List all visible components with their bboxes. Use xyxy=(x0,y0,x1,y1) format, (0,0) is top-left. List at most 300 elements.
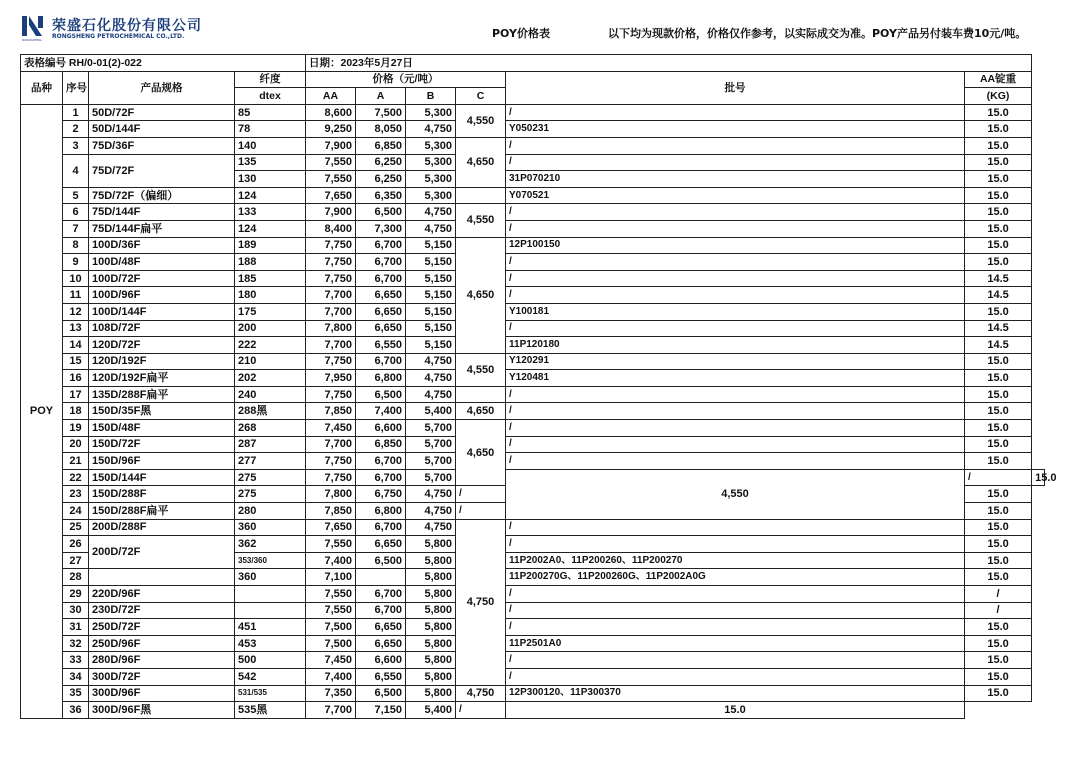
spec-cell: 100D/48F xyxy=(89,254,235,271)
lot-cell: / xyxy=(506,287,965,304)
price-b-cell: 5,150 xyxy=(406,254,456,271)
price-b-cell: 5,700 xyxy=(406,469,456,486)
lot-cell: / xyxy=(506,668,965,685)
weight-cell: 14.5 xyxy=(965,270,1032,287)
price-a-cell: 6,700 xyxy=(356,237,406,254)
price-b-cell: 4,750 xyxy=(406,503,456,520)
table-row xyxy=(21,519,1045,536)
header-dtex-top: 纤度 xyxy=(235,71,306,88)
price-aa-cell: 7,550 xyxy=(306,602,356,619)
seq-cell: 36 xyxy=(63,702,89,719)
price-a-cell xyxy=(356,569,406,586)
dtex-cell: 185 xyxy=(235,270,306,287)
lot-cell: / xyxy=(456,486,506,503)
seq-cell: 4 xyxy=(63,154,89,187)
lot-cell: 11P2501A0 xyxy=(506,635,965,652)
table-row xyxy=(21,303,1045,320)
price-aa-cell: 7,950 xyxy=(306,370,356,387)
lot-cell: / xyxy=(965,469,1032,486)
table-row xyxy=(21,702,1045,719)
price-a-cell: 6,700 xyxy=(356,270,406,287)
price-notice: 以下均为现款价格，价格仅作参考，以实际成交为准。POY产品另付装车费10元/吨。 xyxy=(608,27,1027,40)
lot-cell: / xyxy=(506,137,965,154)
lot-cell: / xyxy=(506,602,965,619)
weight-cell: 15.0 xyxy=(965,453,1032,470)
table-row xyxy=(21,685,1045,702)
lot-cell: / xyxy=(506,536,965,553)
weight-cell: 15.0 xyxy=(965,635,1032,652)
dtex-cell: 210 xyxy=(235,353,306,370)
logo-small-text: RONGSHENG xyxy=(22,38,42,42)
price-c-cell: 4,650 xyxy=(456,237,506,353)
price-aa-cell: 7,500 xyxy=(306,635,356,652)
dtex-cell: 531/535 xyxy=(235,685,306,702)
weight-cell: 15.0 xyxy=(965,386,1032,403)
price-a-cell: 6,800 xyxy=(356,370,406,387)
price-b-cell: 4,750 xyxy=(406,204,456,221)
dtex-cell: 135 xyxy=(235,154,306,171)
spec-cell: 120D/192F扁平 xyxy=(89,370,235,387)
page-title: POY价格表 xyxy=(492,27,550,40)
price-b-cell: 5,150 xyxy=(406,337,456,354)
price-b-cell: 5,400 xyxy=(406,403,456,420)
seq-cell: 15 xyxy=(63,353,89,370)
seq-cell: 14 xyxy=(63,337,89,354)
spec-cell: 150D/288F扁平 xyxy=(89,503,235,520)
dtex-cell: 268 xyxy=(235,420,306,437)
seq-cell: 24 xyxy=(63,503,89,520)
weight-cell: 15.0 xyxy=(965,652,1032,669)
price-a-cell: 6,650 xyxy=(356,320,406,337)
table-row xyxy=(21,420,1045,437)
weight-cell: 15.0 xyxy=(965,353,1032,370)
price-a-cell: 6,800 xyxy=(356,503,406,520)
weight-cell: 15.0 xyxy=(965,436,1032,453)
seq-cell: 10 xyxy=(63,270,89,287)
spec-cell: 300D/72F xyxy=(89,668,235,685)
seq-cell: 34 xyxy=(63,668,89,685)
lot-cell: 12P100150 xyxy=(506,237,965,254)
weight-cell: 15.0 xyxy=(965,303,1032,320)
price-b-cell: 4,750 xyxy=(406,486,456,503)
seq-cell: 20 xyxy=(63,436,89,453)
lot-cell: 11P200270G、11P200260G、11P2002A0G xyxy=(506,569,965,586)
lot-cell: Y120481 xyxy=(506,370,965,387)
dtex-cell: 360 xyxy=(235,519,306,536)
table-row xyxy=(21,386,1045,403)
seq-cell: 33 xyxy=(63,652,89,669)
dtex-cell: 180 xyxy=(235,287,306,304)
company-logo xyxy=(22,14,202,44)
seq-cell: 31 xyxy=(63,619,89,636)
spec-cell: 200D/72F xyxy=(89,536,235,569)
price-aa-cell: 7,700 xyxy=(306,436,356,453)
price-a-cell: 6,850 xyxy=(356,436,406,453)
weight-cell: 15.0 xyxy=(965,237,1032,254)
price-a-cell: 6,600 xyxy=(356,420,406,437)
dtex-cell: 188 xyxy=(235,254,306,271)
seq-cell: 11 xyxy=(63,287,89,304)
price-a-cell: 6,700 xyxy=(356,254,406,271)
table-row xyxy=(21,137,1045,154)
spec-cell: 300D/96F黑 xyxy=(89,702,235,719)
header-weight-top: AA锭重 xyxy=(965,71,1032,88)
spec-cell: 50D/72F xyxy=(89,104,235,121)
variety-cell: POY xyxy=(21,104,63,718)
header-a: A xyxy=(356,88,406,105)
table-row xyxy=(21,469,1045,486)
price-b-cell: 5,150 xyxy=(406,237,456,254)
weight-cell: 15.0 xyxy=(965,204,1032,221)
weight-cell: 15.0 xyxy=(965,137,1032,154)
lot-cell: 11P120180 xyxy=(506,337,965,354)
weight-cell: 15.0 xyxy=(965,220,1032,237)
price-c-cell: 4,550 xyxy=(456,204,506,237)
price-aa-cell: 8,600 xyxy=(306,104,356,121)
weight-cell: 15.0 xyxy=(965,171,1032,188)
price-aa-cell: 7,500 xyxy=(306,619,356,636)
price-a-cell: 6,250 xyxy=(356,154,406,171)
seq-cell: 23 xyxy=(63,486,89,503)
spec-cell: 120D/192F xyxy=(89,353,235,370)
table-row xyxy=(21,187,1045,204)
seq-cell: 22 xyxy=(63,469,89,486)
header-b: B xyxy=(406,88,456,105)
price-aa-cell: 7,900 xyxy=(306,137,356,154)
table-row xyxy=(21,204,1045,221)
lot-cell: / xyxy=(506,420,965,437)
price-a-cell: 6,550 xyxy=(356,668,406,685)
weight-cell: 15.0 xyxy=(965,519,1032,536)
seq-cell: 3 xyxy=(63,137,89,154)
price-b-cell: 5,800 xyxy=(406,668,456,685)
spec-cell: 135D/288F扁平 xyxy=(89,386,235,403)
price-b-cell: 4,750 xyxy=(406,121,456,138)
dtex-cell: 140 xyxy=(235,137,306,154)
price-b-cell: 5,800 xyxy=(406,552,456,569)
lot-cell: / xyxy=(506,386,965,403)
weight-cell: 15.0 xyxy=(965,154,1032,171)
spec-cell: 200D/288F xyxy=(89,519,235,536)
seq-cell: 26 xyxy=(63,536,89,553)
price-a-cell: 7,300 xyxy=(356,220,406,237)
price-aa-cell: 7,100 xyxy=(306,569,356,586)
table-row xyxy=(21,602,1045,619)
price-a-cell: 6,700 xyxy=(356,586,406,603)
price-a-cell: 7,500 xyxy=(356,104,406,121)
dtex-cell xyxy=(235,602,306,619)
dtex-cell: 240 xyxy=(235,386,306,403)
table-row xyxy=(21,635,1045,652)
lot-cell: 11P2002A0、11P200260、11P200270 xyxy=(506,552,965,569)
company-name-cn: 荣盛石化股份有限公司 xyxy=(52,18,202,34)
weight-cell: 15.0 xyxy=(965,569,1032,586)
dtex-cell: 275 xyxy=(235,469,306,486)
weight-cell: 14.5 xyxy=(965,287,1032,304)
weight-cell: 15.0 xyxy=(965,187,1032,204)
price-aa-cell: 7,800 xyxy=(306,486,356,503)
dtex-cell: 451 xyxy=(235,619,306,636)
table-row xyxy=(21,154,1045,171)
weight-cell: 15.0 xyxy=(965,104,1032,121)
price-b-cell: 5,800 xyxy=(406,619,456,636)
weight-cell: 14.5 xyxy=(965,337,1032,354)
table-row xyxy=(21,237,1045,254)
dtex-cell: 202 xyxy=(235,370,306,387)
lot-cell: / xyxy=(506,104,965,121)
price-b-cell: 5,400 xyxy=(406,702,456,719)
dtex-cell xyxy=(235,586,306,603)
weight-cell: 15.0 xyxy=(965,685,1032,702)
seq-cell: 1 xyxy=(63,104,89,121)
seq-cell: 28 xyxy=(63,569,89,586)
weight-cell: 15.0 xyxy=(506,702,965,719)
spec-cell: 280D/96F xyxy=(89,652,235,669)
lot-cell: / xyxy=(506,220,965,237)
price-aa-cell: 7,550 xyxy=(306,586,356,603)
dtex-cell: 360 xyxy=(235,569,306,586)
spec-cell: 220D/96F xyxy=(89,586,235,603)
spec-cell: 230D/72F xyxy=(89,602,235,619)
weight-cell: 15.0 xyxy=(965,536,1032,553)
lot-cell: / xyxy=(506,586,965,603)
seq-cell: 21 xyxy=(63,453,89,470)
price-a-cell: 6,600 xyxy=(356,652,406,669)
table-row xyxy=(21,403,1045,420)
price-aa-cell: 7,700 xyxy=(306,303,356,320)
price-aa-cell: 7,850 xyxy=(306,403,356,420)
table-row xyxy=(21,652,1045,669)
table-row xyxy=(21,619,1045,636)
seq-cell: 8 xyxy=(63,237,89,254)
lot-cell: / xyxy=(506,270,965,287)
header-aa: AA xyxy=(306,88,356,105)
dtex-cell: 130 xyxy=(235,171,306,188)
header-seq: 序号 xyxy=(63,71,89,104)
price-aa-cell: 7,750 xyxy=(306,386,356,403)
spec-cell xyxy=(89,569,235,586)
price-a-cell: 6,350 xyxy=(356,187,406,204)
spec-cell: 150D/35F黑 xyxy=(89,403,235,420)
price-b-cell: 5,800 xyxy=(406,586,456,603)
spec-cell: 150D/48F xyxy=(89,420,235,437)
table-row xyxy=(21,668,1045,685)
weight-cell: 15.0 xyxy=(965,503,1032,520)
spec-cell: 75D/144F xyxy=(89,204,235,221)
seq-cell: 13 xyxy=(63,320,89,337)
price-aa-cell: 7,400 xyxy=(306,552,356,569)
table-date: 日期：2023年5月27日 xyxy=(306,55,1032,72)
table-row xyxy=(21,370,1045,387)
price-c-cell: 4,650 xyxy=(456,403,506,420)
price-b-cell: 4,750 xyxy=(406,370,456,387)
lot-cell: Y100181 xyxy=(506,303,965,320)
price-b-cell: 5,300 xyxy=(406,154,456,171)
table-row xyxy=(21,569,1045,586)
spec-cell: 75D/144F扁平 xyxy=(89,220,235,237)
rongsheng-logo-icon xyxy=(22,14,48,42)
spec-cell: 120D/72F xyxy=(89,337,235,354)
spec-cell: 100D/36F xyxy=(89,237,235,254)
spec-cell: 150D/96F xyxy=(89,453,235,470)
dtex-cell: 175 xyxy=(235,303,306,320)
price-a-cell: 6,550 xyxy=(356,337,406,354)
spec-cell: 100D/72F xyxy=(89,270,235,287)
dtex-cell: 124 xyxy=(235,187,306,204)
price-aa-cell: 7,700 xyxy=(306,287,356,304)
lot-cell: / xyxy=(456,503,506,520)
dtex-cell: 189 xyxy=(235,237,306,254)
spec-cell: 75D/36F xyxy=(89,137,235,154)
dtex-cell: 287 xyxy=(235,436,306,453)
header-dtex-bottom: dtex xyxy=(235,88,306,105)
seq-cell: 5 xyxy=(63,187,89,204)
price-b-cell: 4,750 xyxy=(406,353,456,370)
lot-cell: / xyxy=(506,320,965,337)
seq-cell: 18 xyxy=(63,403,89,420)
price-b-cell: 4,750 xyxy=(406,220,456,237)
table-row xyxy=(21,121,1045,138)
dtex-cell: 275 xyxy=(235,486,306,503)
weight-cell: 15.0 xyxy=(1032,469,1045,486)
price-c-cell: 4,650 xyxy=(456,137,506,187)
price-aa-cell: 7,750 xyxy=(306,353,356,370)
price-c-cell: 4,550 xyxy=(456,353,506,386)
price-aa-cell: 7,550 xyxy=(306,171,356,188)
lot-cell: / xyxy=(506,204,965,221)
spec-cell: 150D/72F xyxy=(89,436,235,453)
lot-cell: Y070521 xyxy=(506,187,965,204)
price-a-cell: 6,750 xyxy=(356,486,406,503)
price-b-cell: 5,300 xyxy=(406,187,456,204)
seq-cell: 29 xyxy=(63,586,89,603)
price-b-cell: 5,700 xyxy=(406,420,456,437)
weight-cell: / xyxy=(965,586,1032,603)
lot-cell: / xyxy=(506,652,965,669)
price-b-cell: 5,800 xyxy=(406,652,456,669)
price-a-cell: 6,500 xyxy=(356,386,406,403)
price-b-cell: 5,300 xyxy=(406,104,456,121)
table-row xyxy=(21,353,1045,370)
table-row xyxy=(21,220,1045,237)
dtex-cell: 78 xyxy=(235,121,306,138)
price-c-cell: 4,750 xyxy=(456,519,506,685)
price-aa-cell: 7,700 xyxy=(306,337,356,354)
price-aa-cell: 7,750 xyxy=(306,453,356,470)
table-row xyxy=(21,337,1045,354)
weight-cell: 15.0 xyxy=(965,370,1032,387)
seq-cell: 16 xyxy=(63,370,89,387)
table-row xyxy=(21,453,1045,470)
spec-cell: 75D/72F xyxy=(89,154,235,187)
seq-cell: 17 xyxy=(63,386,89,403)
header-weight-bottom: (KG) xyxy=(965,88,1032,105)
weight-cell: 15.0 xyxy=(965,619,1032,636)
price-b-cell: 5,150 xyxy=(406,270,456,287)
price-a-cell: 6,250 xyxy=(356,171,406,188)
seq-cell: 2 xyxy=(63,121,89,138)
dtex-cell: 535黑 xyxy=(235,702,306,719)
header-variety: 品种 xyxy=(21,71,63,104)
table-row xyxy=(21,586,1045,603)
price-b-cell: 5,150 xyxy=(406,320,456,337)
price-c-cell xyxy=(456,386,506,403)
spec-cell: 50D/144F xyxy=(89,121,235,138)
price-b-cell: 5,800 xyxy=(406,536,456,553)
dtex-cell: 280 xyxy=(235,503,306,520)
price-b-cell: 5,700 xyxy=(406,453,456,470)
weight-cell: / xyxy=(965,602,1032,619)
weight-cell: 15.0 xyxy=(965,486,1032,503)
weight-cell: 15.0 xyxy=(965,668,1032,685)
dtex-cell: 353/360 xyxy=(235,552,306,569)
seq-cell: 32 xyxy=(63,635,89,652)
price-aa-cell: 7,550 xyxy=(306,154,356,171)
form-number: 表格编号 RH/0-01(2)-022 xyxy=(21,55,306,72)
price-b-cell: 5,800 xyxy=(406,685,456,702)
table-row xyxy=(21,270,1045,287)
price-aa-cell: 7,400 xyxy=(306,668,356,685)
price-a-cell: 6,700 xyxy=(356,469,406,486)
price-c-cell: 4,550 xyxy=(506,469,965,519)
weight-cell: 15.0 xyxy=(965,121,1032,138)
price-b-cell: 5,300 xyxy=(406,137,456,154)
price-a-cell: 6,650 xyxy=(356,635,406,652)
price-aa-cell: 7,450 xyxy=(306,420,356,437)
spec-cell: 108D/72F xyxy=(89,320,235,337)
spec-cell: 300D/96F xyxy=(89,685,235,702)
lot-cell: / xyxy=(506,619,965,636)
lot-cell: 12P300120、11P300370 xyxy=(506,685,965,702)
lot-cell: / xyxy=(506,519,965,536)
header-spec: 产品规格 xyxy=(89,71,235,104)
price-b-cell: 5,700 xyxy=(406,436,456,453)
dtex-cell: 453 xyxy=(235,635,306,652)
spec-cell: 250D/72F xyxy=(89,619,235,636)
price-aa-cell: 7,850 xyxy=(306,503,356,520)
price-aa-cell: 8,400 xyxy=(306,220,356,237)
lot-cell: / xyxy=(506,453,965,470)
table-row xyxy=(21,287,1045,304)
price-aa-cell: 7,550 xyxy=(306,536,356,553)
price-table-body xyxy=(21,104,1057,718)
lot-cell: Y050231 xyxy=(506,121,965,138)
price-a-cell: 6,650 xyxy=(356,303,406,320)
price-b-cell: 5,800 xyxy=(406,569,456,586)
price-aa-cell: 7,650 xyxy=(306,187,356,204)
price-a-cell: 6,650 xyxy=(356,619,406,636)
price-aa-cell: 9,250 xyxy=(306,121,356,138)
price-b-cell: 5,800 xyxy=(406,635,456,652)
price-c-cell: 4,750 xyxy=(456,685,506,702)
dtex-cell: 124 xyxy=(235,220,306,237)
lot-cell: / xyxy=(456,702,506,719)
lot-cell: / xyxy=(506,403,965,420)
price-aa-cell: 7,450 xyxy=(306,652,356,669)
seq-cell: 12 xyxy=(63,303,89,320)
price-b-cell: 5,150 xyxy=(406,287,456,304)
price-a-cell: 7,400 xyxy=(356,403,406,420)
seq-cell: 7 xyxy=(63,220,89,237)
lot-cell: / xyxy=(506,436,965,453)
dtex-cell: 277 xyxy=(235,453,306,470)
seq-cell: 9 xyxy=(63,254,89,271)
price-c-cell: 4,550 xyxy=(456,104,506,137)
price-b-cell: 4,750 xyxy=(406,519,456,536)
header-price: 价格（元/吨） xyxy=(306,71,506,88)
weight-cell: 15.0 xyxy=(965,420,1032,437)
price-a-cell: 6,850 xyxy=(356,137,406,154)
